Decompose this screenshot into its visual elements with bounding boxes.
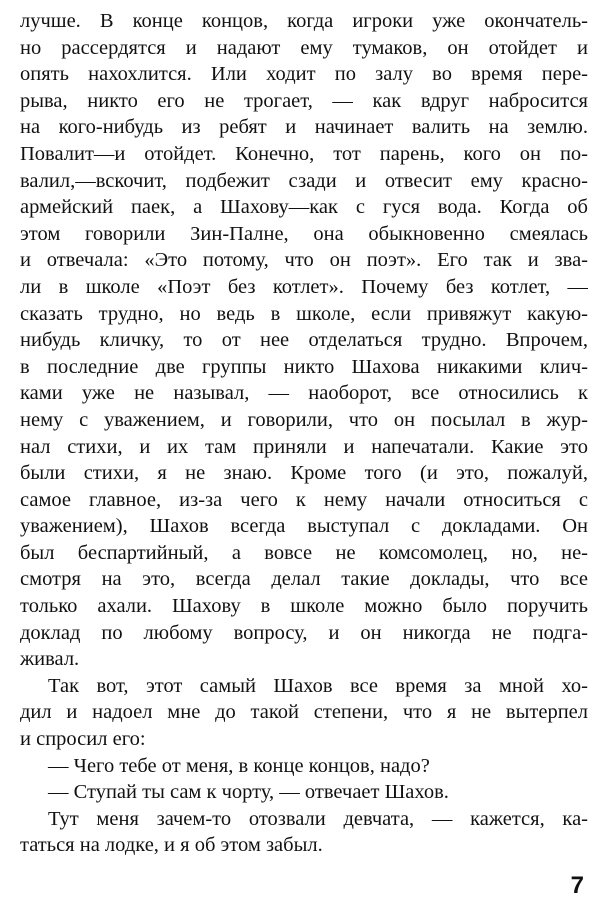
text-line: Повалит—и отойдет. Конечно, тот парень, кого он по-: [20, 142, 588, 165]
paragraph-end-line: живал.: [20, 648, 80, 671]
text-line: лучше. В конце концов, когда игроки уже окончатель-: [20, 10, 588, 32]
text-line: нему с уважением, и говорили, что он посылал в жур-: [20, 408, 588, 431]
paragraph-end-line: и спросил его:: [20, 728, 146, 751]
text-line: нибудь кличку, то от нее отделаться трудно. Впрочем,: [20, 329, 588, 352]
text-line: уважением), Шахов всегда выступал с докладами. Он: [20, 515, 588, 538]
dialogue-line: — Чего тебе от меня, в конце концов, надо?: [48, 754, 430, 777]
text-line: но рассердятся и надают ему тумаков, он отойдет и: [20, 36, 588, 59]
text-line: этом говорили Зин-Палне, она обыкновенно смеялась: [20, 222, 588, 245]
text-line: ли в школе «Поэт без котлет». Почему без котлет, —: [20, 275, 588, 298]
text-line: ками уже не называл, — наоборот, все относились к: [20, 382, 588, 405]
paragraph-start-line: Так вот, этот самый Шахов все время за мной хо-: [48, 674, 588, 697]
page-number: 7: [570, 872, 584, 899]
text-line: нал стихи, и их там приняли и напечатали. Какие это: [20, 435, 588, 458]
paragraph-start-line: Тут меня зачем-то отозвали девчата, — кажется, ка-: [48, 807, 588, 830]
text-line: в последние две группы никто Шахова никакими клич-: [20, 355, 588, 378]
text-line: опять нахохлится. Или ходит по залу во время пере-: [20, 63, 588, 86]
text-line: рыва, никто его не трогает, — как вдруг набросится: [20, 89, 588, 112]
dialogue-line: — Ступай ты сам к чорту, — отвечает Шахов.: [48, 781, 449, 804]
text-line: армейский паек, а Шахову—как с гуся вода. Когда об: [20, 196, 588, 219]
text-line: был беспартийный, а вовсе не комсомолец, но, не-: [20, 541, 588, 564]
text-line: валил,—вскочит, подбежит сзади и отвесит ему красно-: [20, 169, 588, 192]
text-line: были стихи, я не знаю. Кроме того (и это, пожалуй,: [20, 462, 588, 485]
text-line: и отвечала: «Это потому, что он поэт». Его так и зва-: [20, 249, 588, 272]
text-line: дил и надоел мне до такой степени, что я не вытерпел: [20, 701, 588, 724]
text-line: на кого-нибудь из ребят и начинает валить на землю.: [20, 116, 588, 139]
text-line: доклад по любому вопросу, и он никогда не подга-: [20, 621, 588, 644]
page-text: [20, 8, 588, 859]
text-line: только ахали. Шахову в школе можно было поручить: [20, 595, 588, 618]
text-line: сказать трудно, но ведь в школе, если привяжут какую-: [20, 302, 588, 325]
paragraph-end-line: таться на лодке, и я об этом забыл.: [20, 834, 323, 857]
text-line: самое главное, из-за чего к нему начали относиться с: [20, 488, 588, 511]
text-line: смотря на это, всегда делал такие доклады, что все: [20, 568, 588, 591]
